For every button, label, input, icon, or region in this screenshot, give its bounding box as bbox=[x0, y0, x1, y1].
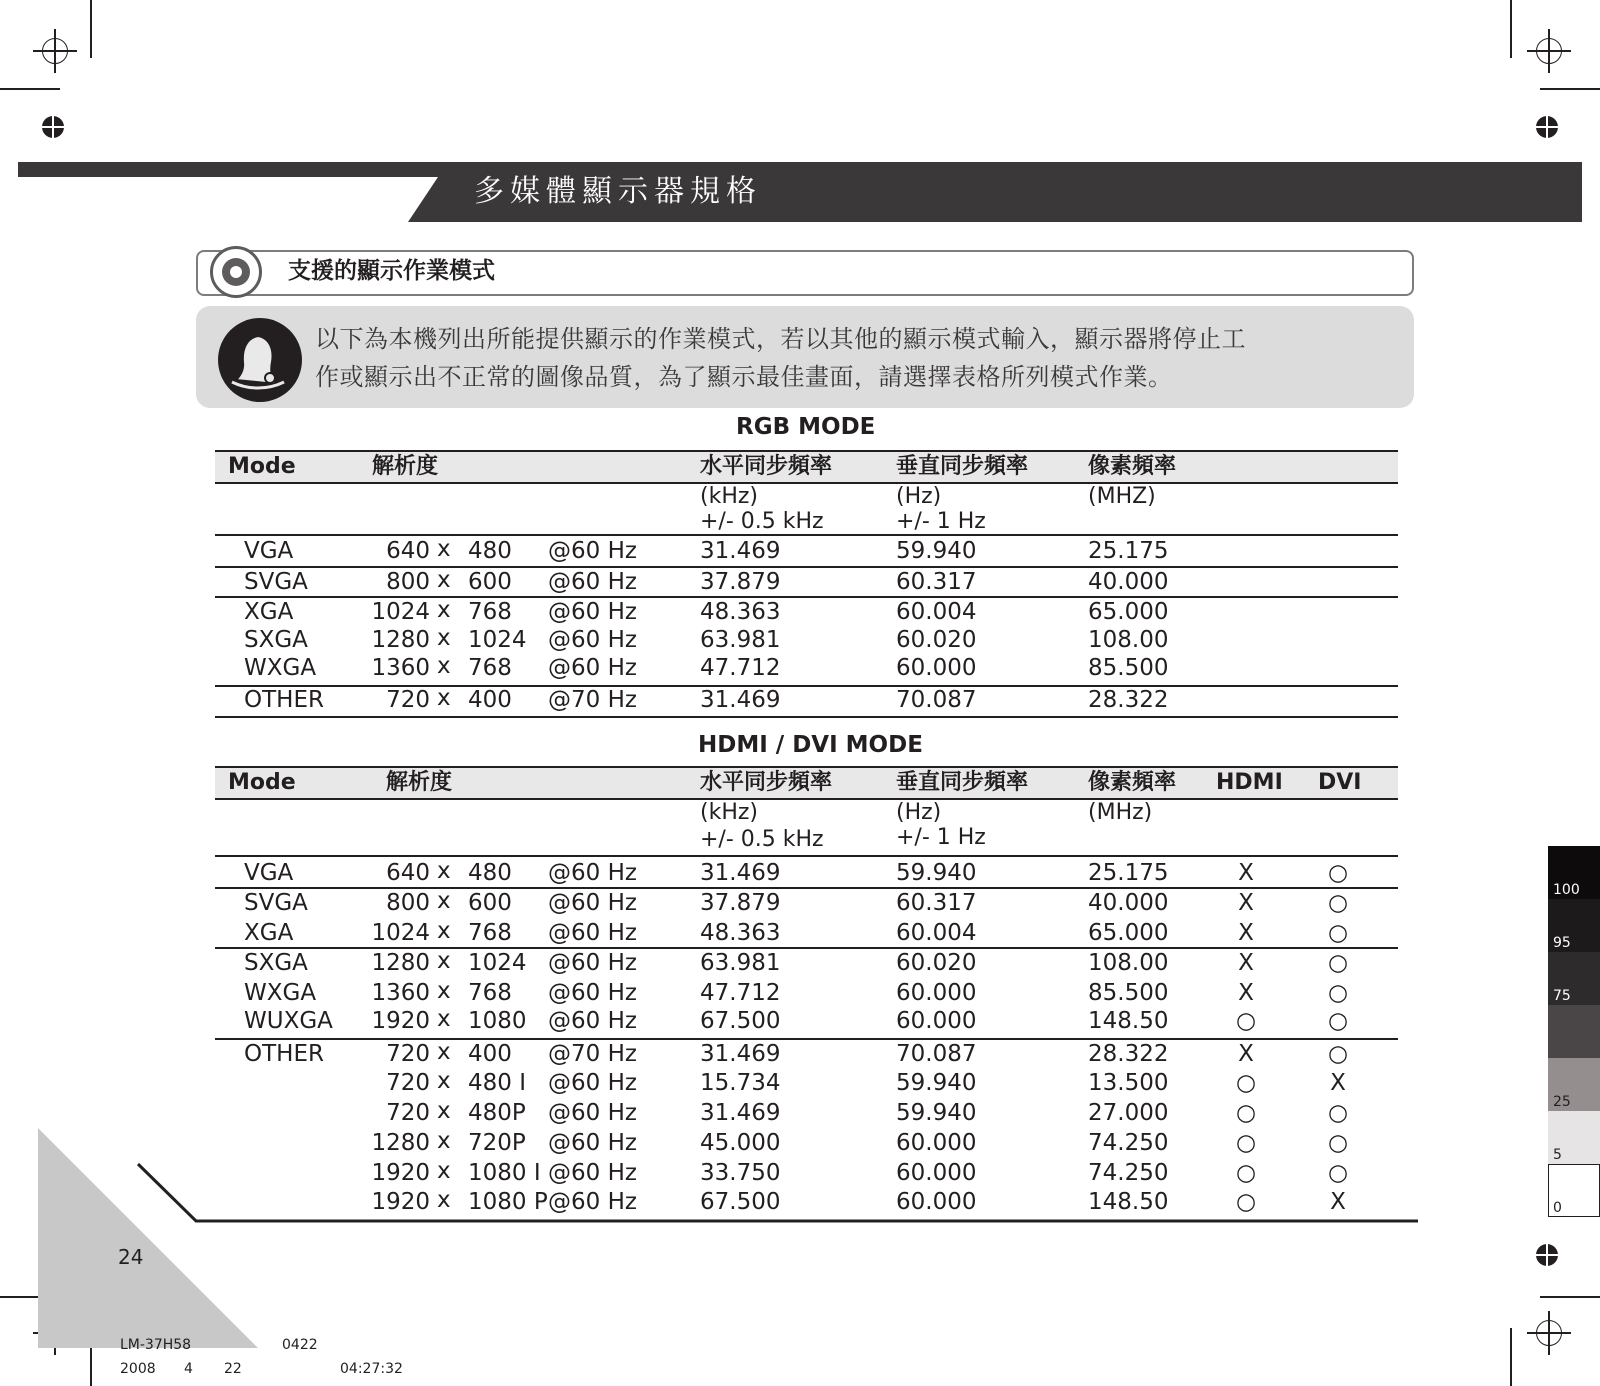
hdmi-header-mode: Mode bbox=[228, 770, 296, 795]
hsync-cell: 48.363 bbox=[700, 920, 781, 946]
hsync-cell: 63.981 bbox=[700, 627, 781, 653]
color-label: 100 bbox=[1553, 882, 1580, 898]
color-label: 5 bbox=[1553, 1147, 1562, 1163]
pixel-cell: 85.500 bbox=[1088, 655, 1169, 681]
hdmi-support-cell: ○ bbox=[1235, 1160, 1257, 1186]
height-cell: 1024 bbox=[468, 627, 527, 653]
crop-mark bbox=[1540, 1296, 1600, 1298]
height-cell: 768 bbox=[468, 599, 512, 625]
times-cell: x bbox=[437, 1006, 451, 1032]
hdmi-support-cell: ○ bbox=[1235, 1100, 1257, 1126]
dvi-support-cell: ○ bbox=[1327, 860, 1349, 886]
dvi-support-cell: ○ bbox=[1327, 950, 1349, 976]
rate-cell: @60 Hz bbox=[548, 599, 637, 625]
hdmi-unit: +/- 1 Hz bbox=[896, 825, 986, 850]
color-label: 95 bbox=[1553, 935, 1571, 951]
hsync-cell: 31.469 bbox=[700, 538, 781, 564]
mode-cell: WXGA bbox=[244, 980, 317, 1006]
crop-mark bbox=[1510, 1328, 1512, 1386]
width-cell: 1280 bbox=[371, 1130, 430, 1156]
rate-cell: @60 Hz bbox=[548, 569, 637, 595]
hdmi-unit: (kHz) bbox=[700, 800, 758, 825]
hdmi-unit: (MHz) bbox=[1088, 800, 1153, 825]
rate-cell: @60 Hz bbox=[548, 950, 637, 976]
pixel-cell: 85.500 bbox=[1088, 980, 1169, 1006]
height-cell: 768 bbox=[468, 655, 512, 681]
hsync-cell: 31.469 bbox=[700, 1100, 781, 1126]
rate-cell: @60 Hz bbox=[548, 1160, 637, 1186]
hdmi-header-pixel: 像素頻率 bbox=[1088, 770, 1177, 795]
rate-cell: @60 Hz bbox=[548, 1070, 637, 1096]
hdmi-header-hsync: 水平同步頻率 bbox=[700, 770, 833, 795]
pixel-cell: 65.000 bbox=[1088, 920, 1169, 946]
vsync-cell: 60.020 bbox=[896, 950, 977, 976]
vsync-cell: 59.940 bbox=[896, 860, 977, 886]
pixel-cell: 108.00 bbox=[1088, 627, 1169, 653]
pixel-cell: 74.250 bbox=[1088, 1160, 1169, 1186]
mode-cell: SXGA bbox=[244, 950, 308, 976]
times-cell: x bbox=[437, 858, 451, 884]
mode-cell: VGA bbox=[244, 538, 294, 564]
dvi-support-cell: ○ bbox=[1327, 1100, 1349, 1126]
rate-cell: @60 Hz bbox=[548, 1008, 637, 1034]
rate-cell: @60 Hz bbox=[548, 980, 637, 1006]
hdmi-support-cell: ○ bbox=[1235, 1070, 1257, 1096]
pixel-cell: 25.175 bbox=[1088, 538, 1169, 564]
height-cell: 1080 P bbox=[468, 1189, 548, 1215]
times-cell: x bbox=[437, 1158, 451, 1184]
dvi-support-cell: X bbox=[1330, 1070, 1346, 1096]
mode-cell: WUXGA bbox=[244, 1008, 333, 1034]
note-line: 以下為本機列出所能提供顯示的作業模式，若以其他的顯示模式輸入，顯示器將停止工 bbox=[315, 325, 1246, 353]
rule bbox=[215, 766, 1398, 768]
registration-dot-icon bbox=[42, 116, 64, 138]
footer-time: 04:27:32 bbox=[340, 1361, 403, 1377]
mode-cell: SVGA bbox=[244, 890, 308, 916]
height-cell: 720P bbox=[468, 1130, 526, 1156]
hsync-cell: 33.750 bbox=[700, 1160, 781, 1186]
vsync-cell: 60.317 bbox=[896, 569, 977, 595]
rule bbox=[215, 450, 1398, 452]
hdmi-unit: (Hz) bbox=[896, 800, 942, 825]
times-cell: x bbox=[437, 567, 451, 593]
times-cell: x bbox=[437, 978, 451, 1004]
rgb-header-vsync: 垂直同步頻率 bbox=[896, 454, 1029, 479]
dvi-support-cell: ○ bbox=[1327, 1008, 1349, 1034]
mode-cell: XGA bbox=[244, 920, 294, 946]
bell-icon bbox=[218, 318, 302, 402]
hdmi-support-cell: ○ bbox=[1235, 1008, 1257, 1034]
vsync-cell: 60.000 bbox=[896, 1160, 977, 1186]
hdmi-header-resolution: 解析度 bbox=[386, 770, 453, 795]
vsync-cell: 60.000 bbox=[896, 1130, 977, 1156]
width-cell: 640 bbox=[386, 860, 430, 886]
width-cell: 1920 bbox=[371, 1008, 430, 1034]
vsync-cell: 60.004 bbox=[896, 599, 977, 625]
hsync-cell: 63.981 bbox=[700, 950, 781, 976]
height-cell: 400 bbox=[468, 1041, 512, 1067]
rate-cell: @60 Hz bbox=[548, 655, 637, 681]
hdmi-table-title: HDMI / DVI MODE bbox=[698, 732, 923, 758]
dvi-support-cell: ○ bbox=[1327, 1160, 1349, 1186]
hsync-cell: 31.469 bbox=[700, 687, 781, 713]
rgb-header-resolution: 解析度 bbox=[372, 454, 439, 479]
vsync-cell: 60.000 bbox=[896, 980, 977, 1006]
vsync-cell: 60.000 bbox=[896, 655, 977, 681]
rgb-unit: (Hz) bbox=[896, 484, 942, 509]
rate-cell: @70 Hz bbox=[548, 687, 637, 713]
dvi-support-cell: ○ bbox=[1327, 920, 1349, 946]
mode-cell: XGA bbox=[244, 599, 294, 625]
times-cell: x bbox=[437, 1068, 451, 1094]
hsync-cell: 31.469 bbox=[700, 860, 781, 886]
width-cell: 720 bbox=[386, 1041, 430, 1067]
crop-mark bbox=[1540, 88, 1600, 90]
hdmi-support-cell: X bbox=[1238, 950, 1254, 976]
mode-cell: SVGA bbox=[244, 569, 308, 595]
footer-code: 0422 bbox=[282, 1337, 318, 1353]
mode-cell: OTHER bbox=[244, 1041, 324, 1067]
page-title: 多媒體顯示器規格 bbox=[474, 174, 762, 209]
note-line: 作或顯示出不正常的圖像品質，為了顯示最佳畫面，請選擇表格所列模式作業。 bbox=[315, 363, 1173, 391]
height-cell: 480P bbox=[468, 1100, 526, 1126]
registration-mark-icon bbox=[1536, 38, 1562, 64]
height-cell: 600 bbox=[468, 569, 512, 595]
hsync-cell: 37.879 bbox=[700, 890, 781, 916]
rgb-unit: (kHz) bbox=[700, 484, 758, 509]
hsync-cell: 37.879 bbox=[700, 569, 781, 595]
hdmi-support-cell: X bbox=[1238, 1041, 1254, 1067]
hdmi-header-dvi: DVI bbox=[1318, 770, 1362, 795]
pixel-cell: 148.50 bbox=[1088, 1008, 1169, 1034]
vsync-cell: 60.000 bbox=[896, 1189, 977, 1215]
width-cell: 1920 bbox=[371, 1160, 430, 1186]
rate-cell: @60 Hz bbox=[548, 1189, 637, 1215]
footer-year: 2008 bbox=[120, 1361, 156, 1377]
color-label: 75 bbox=[1553, 988, 1571, 1004]
rate-cell: @60 Hz bbox=[548, 1130, 637, 1156]
hdmi-header-vsync: 垂直同步頻率 bbox=[896, 770, 1029, 795]
width-cell: 1280 bbox=[371, 950, 430, 976]
width-cell: 1280 bbox=[371, 627, 430, 653]
pixel-cell: 65.000 bbox=[1088, 599, 1169, 625]
height-cell: 480 I bbox=[468, 1070, 526, 1096]
width-cell: 800 bbox=[386, 569, 430, 595]
pixel-cell: 40.000 bbox=[1088, 890, 1169, 916]
registration-dot-icon bbox=[1536, 116, 1558, 138]
vsync-cell: 70.087 bbox=[896, 1041, 977, 1067]
vsync-cell: 59.940 bbox=[896, 1070, 977, 1096]
width-cell: 800 bbox=[386, 890, 430, 916]
dvi-support-cell: X bbox=[1330, 1189, 1346, 1215]
pixel-cell: 40.000 bbox=[1088, 569, 1169, 595]
width-cell: 1360 bbox=[371, 980, 430, 1006]
hsync-cell: 45.000 bbox=[700, 1130, 781, 1156]
hdmi-support-cell: X bbox=[1238, 920, 1254, 946]
rule bbox=[215, 716, 1398, 718]
rate-cell: @70 Hz bbox=[548, 1041, 637, 1067]
times-cell: x bbox=[437, 1187, 451, 1213]
vsync-cell: 60.317 bbox=[896, 890, 977, 916]
times-cell: x bbox=[437, 918, 451, 944]
hdmi-support-cell: ○ bbox=[1235, 1130, 1257, 1156]
times-cell: x bbox=[437, 597, 451, 623]
footer-model: LM-37H58 bbox=[120, 1337, 192, 1353]
footer-month: 4 bbox=[184, 1361, 193, 1377]
dvi-support-cell: ○ bbox=[1327, 890, 1349, 916]
bottom-rule bbox=[136, 1160, 1420, 1226]
rate-cell: @60 Hz bbox=[548, 1100, 637, 1126]
width-cell: 1024 bbox=[371, 599, 430, 625]
height-cell: 480 bbox=[468, 860, 512, 886]
vsync-cell: 59.940 bbox=[896, 538, 977, 564]
note-text bbox=[315, 320, 1395, 396]
rgb-unit: (MHZ) bbox=[1088, 484, 1156, 509]
rule bbox=[215, 855, 1398, 857]
height-cell: 480 bbox=[468, 538, 512, 564]
pixel-cell: 108.00 bbox=[1088, 950, 1169, 976]
rate-cell: @60 Hz bbox=[548, 627, 637, 653]
hsync-cell: 31.469 bbox=[700, 1041, 781, 1067]
hsync-cell: 67.500 bbox=[700, 1189, 781, 1215]
height-cell: 768 bbox=[468, 980, 512, 1006]
hdmi-support-cell: X bbox=[1238, 860, 1254, 886]
times-cell: x bbox=[437, 653, 451, 679]
hsync-cell: 15.734 bbox=[700, 1070, 781, 1096]
rate-cell: @60 Hz bbox=[548, 538, 637, 564]
crop-mark bbox=[0, 88, 60, 90]
rgb-table-title: RGB MODE bbox=[736, 414, 876, 440]
times-cell: x bbox=[437, 1098, 451, 1124]
height-cell: 400 bbox=[468, 687, 512, 713]
times-cell: x bbox=[437, 1128, 451, 1154]
height-cell: 768 bbox=[468, 920, 512, 946]
rate-cell: @60 Hz bbox=[548, 920, 637, 946]
mode-cell: SXGA bbox=[244, 627, 308, 653]
vsync-cell: 59.940 bbox=[896, 1100, 977, 1126]
vsync-cell: 60.020 bbox=[896, 627, 977, 653]
mode-cell: WXGA bbox=[244, 655, 317, 681]
pixel-cell: 13.500 bbox=[1088, 1070, 1169, 1096]
dvi-support-cell: ○ bbox=[1327, 1130, 1349, 1156]
rate-cell: @60 Hz bbox=[548, 860, 637, 886]
rgb-header-hsync: 水平同步頻率 bbox=[700, 454, 833, 479]
pixel-cell: 28.322 bbox=[1088, 687, 1169, 713]
rate-cell: @60 Hz bbox=[548, 890, 637, 916]
hsync-cell: 47.712 bbox=[700, 655, 781, 681]
rule bbox=[215, 482, 1398, 484]
section-title: 支援的顯示作業模式 bbox=[288, 258, 495, 284]
rule bbox=[215, 534, 1398, 536]
hdmi-support-cell: X bbox=[1238, 980, 1254, 1006]
pixel-cell: 148.50 bbox=[1088, 1189, 1169, 1215]
height-cell: 1024 bbox=[468, 950, 527, 976]
mode-cell: OTHER bbox=[244, 687, 324, 713]
rgb-unit: +/- 0.5 kHz bbox=[700, 509, 824, 534]
times-cell: x bbox=[437, 685, 451, 711]
color-label: 25 bbox=[1553, 1094, 1571, 1110]
footer-day: 22 bbox=[224, 1361, 242, 1377]
page-number: 24 bbox=[118, 1245, 144, 1269]
height-cell: 1080 bbox=[468, 1008, 527, 1034]
times-cell: x bbox=[437, 948, 451, 974]
height-cell: 600 bbox=[468, 890, 512, 916]
pixel-cell: 27.000 bbox=[1088, 1100, 1169, 1126]
dvi-support-cell: ○ bbox=[1327, 1041, 1349, 1067]
registration-dot-icon bbox=[1536, 1244, 1558, 1266]
width-cell: 720 bbox=[386, 687, 430, 713]
target-icon bbox=[210, 246, 262, 298]
crop-mark bbox=[1510, 0, 1512, 58]
dvi-support-cell: ○ bbox=[1327, 980, 1349, 1006]
vsync-cell: 70.087 bbox=[896, 687, 977, 713]
hsync-cell: 67.500 bbox=[700, 1008, 781, 1034]
width-cell: 1920 bbox=[371, 1189, 430, 1215]
rgb-unit: +/- 1 Hz bbox=[896, 509, 986, 534]
rule bbox=[215, 798, 1398, 800]
hdmi-unit: +/- 0.5 kHz bbox=[700, 827, 824, 852]
width-cell: 640 bbox=[386, 538, 430, 564]
times-cell: x bbox=[437, 888, 451, 914]
hsync-cell: 47.712 bbox=[700, 980, 781, 1006]
mode-cell: VGA bbox=[244, 860, 294, 886]
registration-mark-icon bbox=[42, 38, 68, 64]
width-cell: 720 bbox=[386, 1070, 430, 1096]
vsync-cell: 60.000 bbox=[896, 1008, 977, 1034]
times-cell: x bbox=[437, 1039, 451, 1065]
width-cell: 1360 bbox=[371, 655, 430, 681]
hsync-cell: 48.363 bbox=[700, 599, 781, 625]
color-label: 0 bbox=[1553, 1200, 1562, 1216]
pixel-cell: 25.175 bbox=[1088, 860, 1169, 886]
registration-mark-icon bbox=[1536, 1320, 1562, 1346]
pixel-cell: 28.322 bbox=[1088, 1041, 1169, 1067]
hdmi-support-cell: X bbox=[1238, 890, 1254, 916]
vsync-cell: 60.004 bbox=[896, 920, 977, 946]
pixel-cell: 74.250 bbox=[1088, 1130, 1169, 1156]
rgb-header-mode: Mode bbox=[228, 454, 296, 479]
color-patch bbox=[1548, 1005, 1600, 1058]
height-cell: 1080 I bbox=[468, 1160, 541, 1186]
width-cell: 720 bbox=[386, 1100, 430, 1126]
hdmi-support-cell: ○ bbox=[1235, 1189, 1257, 1215]
rgb-header-pixel: 像素頻率 bbox=[1088, 454, 1177, 479]
times-cell: x bbox=[437, 536, 451, 562]
hdmi-header-hdmi: HDMI bbox=[1216, 770, 1283, 795]
crop-mark bbox=[90, 0, 92, 58]
width-cell: 1024 bbox=[371, 920, 430, 946]
times-cell: x bbox=[437, 625, 451, 651]
